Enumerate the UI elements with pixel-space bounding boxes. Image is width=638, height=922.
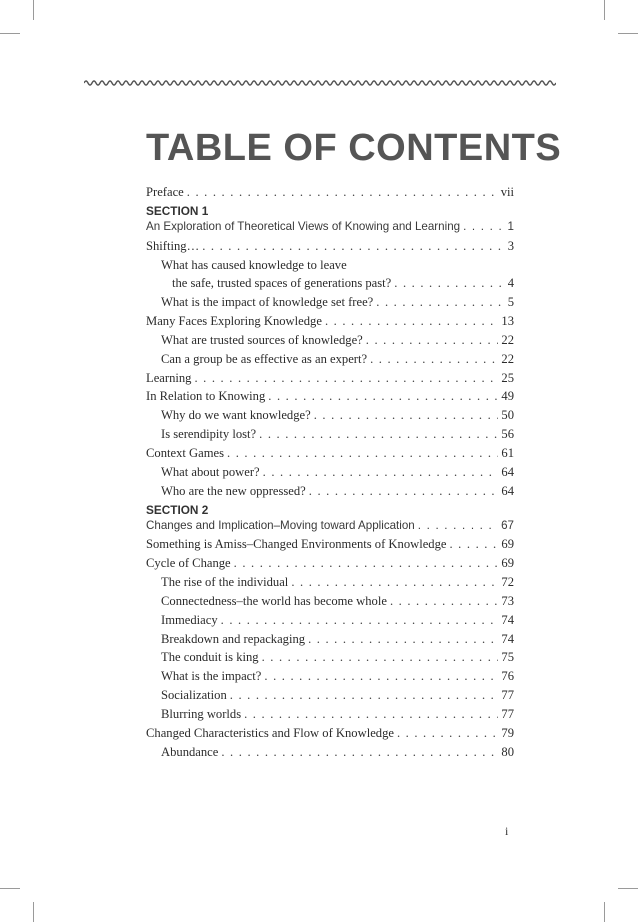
section-heading: [146, 204, 514, 218]
crop-mark: [33, 902, 34, 922]
toc-entry-label: The conduit is king: [161, 650, 259, 665]
dot-leader: [187, 183, 498, 202]
crop-mark: [618, 888, 638, 889]
dot-leader: [314, 406, 499, 425]
toc-entry: [146, 686, 514, 705]
dot-leader: [227, 444, 498, 463]
toc-entry-label: Changes and Implication–Moving toward Application: [146, 518, 415, 532]
page-title: TABLE OF CONTENTS: [146, 127, 562, 169]
toc-entry-label: Is serendipity lost?: [161, 427, 257, 442]
crop-mark: [0, 33, 20, 34]
toc-entry-label: Can a group be as effective as an expert?: [161, 351, 368, 366]
toc-entry-label: Something is Amiss–Changed Environments of Knowledge: [146, 537, 447, 552]
toc-entry-page: 67: [501, 518, 514, 532]
dot-leader: [262, 648, 499, 667]
toc-entry-page: 79: [501, 725, 514, 740]
dot-leader: [463, 218, 504, 237]
toc-entry-page: 73: [501, 593, 514, 608]
dot-leader: [264, 667, 498, 686]
dot-leader: [194, 369, 498, 388]
dot-leader: [291, 573, 498, 592]
toc-entry-label: Socialization: [161, 688, 227, 703]
toc-entry-page: 80: [501, 744, 514, 759]
toc-entry: [146, 312, 514, 331]
toc-entry: [146, 331, 514, 350]
toc-entry-page: 25: [501, 370, 514, 385]
toc-entry-label: Many Faces Exploring Knowledge: [146, 314, 322, 329]
toc-entry-label: In Relation to Knowing: [146, 389, 266, 404]
toc-entry: [146, 705, 514, 724]
toc-entry-page: 50: [501, 408, 514, 423]
toc-entry-label: The rise of the individual: [161, 575, 289, 590]
toc-entry-page: 61: [501, 445, 514, 460]
toc-entry-page: 3: [507, 238, 514, 253]
dot-leader: [394, 274, 504, 293]
toc-entry-page: 74: [501, 612, 514, 627]
toc-entry: [146, 482, 514, 501]
toc-entry: [146, 648, 514, 667]
toc-entry-page: 75: [501, 650, 514, 665]
toc-entry-page: 22: [501, 351, 514, 366]
toc-entry: [146, 256, 514, 275]
toc-entry: [146, 743, 514, 762]
toc-entry-page: 77: [501, 706, 514, 721]
toc-entry: [146, 611, 514, 630]
toc-entry-page: vii: [500, 185, 514, 199]
toc-entry: [146, 293, 514, 312]
dot-leader: [418, 517, 498, 536]
crop-mark: [604, 0, 605, 20]
toc-entry-page: 76: [501, 669, 514, 684]
dot-leader: [263, 463, 499, 482]
toc-entry-page: 72: [501, 575, 514, 590]
crop-mark: [604, 902, 605, 922]
decorative-wave-rule: [84, 76, 556, 90]
dot-leader: [366, 331, 499, 350]
toc-entry-page: 22: [501, 332, 514, 347]
toc-entry-label: the safe, trusted spaces of generations past?: [172, 276, 392, 291]
toc-entry: [146, 183, 514, 202]
dot-leader: [221, 611, 499, 630]
dot-leader: [309, 482, 499, 501]
dot-leader: [370, 350, 498, 369]
dot-leader: [268, 387, 498, 406]
toc-entry: [146, 630, 514, 649]
toc-entry-label: SECTION 2: [146, 502, 209, 517]
dot-leader: [259, 425, 498, 444]
toc-entry-label: Abundance: [161, 744, 219, 759]
toc-entry-label: Context Games: [146, 445, 224, 460]
dot-leader: [449, 535, 498, 554]
toc-entry-label: Why do we want knowledge?: [161, 408, 311, 423]
toc-entry-page: 13: [501, 314, 514, 329]
toc-entry: [146, 237, 514, 256]
toc-entry-page: 64: [501, 483, 514, 498]
toc-entry-label: What is the impact?: [161, 669, 262, 684]
toc-entry: [146, 444, 514, 463]
toc-entry: [146, 406, 514, 425]
dot-leader: [390, 592, 498, 611]
dot-leader: [230, 686, 499, 705]
dot-leader: [397, 724, 498, 743]
crop-mark: [0, 888, 20, 889]
toc-entry-label: Who are the new oppressed?: [161, 483, 306, 498]
toc-entry: [146, 218, 514, 237]
dot-leader: [244, 705, 498, 724]
toc-entry: [146, 274, 514, 293]
toc-entry-label: Shifting…: [146, 238, 200, 253]
toc-entry: [146, 425, 514, 444]
dot-leader: [221, 743, 498, 762]
dot-leader: [325, 312, 498, 331]
toc-entry-label: Learning: [146, 370, 192, 385]
toc-entry-label: An Exploration of Theoretical Views of Knowing and Learning: [146, 219, 461, 233]
crop-mark: [33, 0, 34, 20]
toc-entry: [146, 350, 514, 369]
table-of-contents: [146, 183, 514, 761]
toc-entry: [146, 387, 514, 406]
toc-entry: [146, 592, 514, 611]
toc-entry: [146, 463, 514, 482]
toc-entry-label: Breakdown and repackaging: [161, 631, 306, 646]
toc-entry: [146, 369, 514, 388]
toc-entry-page: 69: [501, 556, 514, 571]
toc-entry-page: 69: [501, 537, 514, 552]
toc-entry-label: Cycle of Change: [146, 556, 231, 571]
section-heading: [146, 503, 514, 517]
dot-leader: [376, 293, 504, 312]
dot-leader: [308, 630, 498, 649]
toc-entry: [146, 517, 514, 536]
toc-entry-label: Preface: [146, 185, 184, 199]
toc-entry-label: Blurring worlds: [161, 706, 242, 721]
toc-entry: [146, 535, 514, 554]
toc-entry-page: 56: [501, 427, 514, 442]
toc-entry-label: What are trusted sources of knowledge?: [161, 332, 363, 347]
crop-mark: [618, 33, 638, 34]
toc-entry-label: Connectedness–the world has become whole: [161, 593, 387, 608]
toc-entry-page: 74: [501, 631, 514, 646]
toc-entry: [146, 667, 514, 686]
toc-entry-label: What is the impact of knowledge set free?: [161, 295, 374, 310]
toc-entry: [146, 724, 514, 743]
toc-entry-page: 77: [501, 688, 514, 703]
toc-entry-label: SECTION 1: [146, 203, 209, 218]
toc-entry-page: 5: [507, 295, 514, 310]
page-number: i: [505, 824, 509, 838]
toc-entry-label: What about power?: [161, 464, 260, 479]
toc-entry-label: Changed Characteristics and Flow of Knowledge: [146, 725, 394, 740]
dot-leader: [234, 554, 499, 573]
toc-entry-label: Immediacy: [161, 612, 218, 627]
toc-entry-page: 1: [507, 219, 514, 233]
dot-leader: [202, 237, 505, 256]
toc-entry: [146, 573, 514, 592]
toc-entry: [146, 554, 514, 573]
toc-entry-label: What has caused knowledge to leave: [161, 257, 347, 272]
toc-entry-page: 4: [507, 276, 514, 291]
toc-entry-page: 64: [501, 464, 514, 479]
toc-entry-page: 49: [501, 389, 514, 404]
